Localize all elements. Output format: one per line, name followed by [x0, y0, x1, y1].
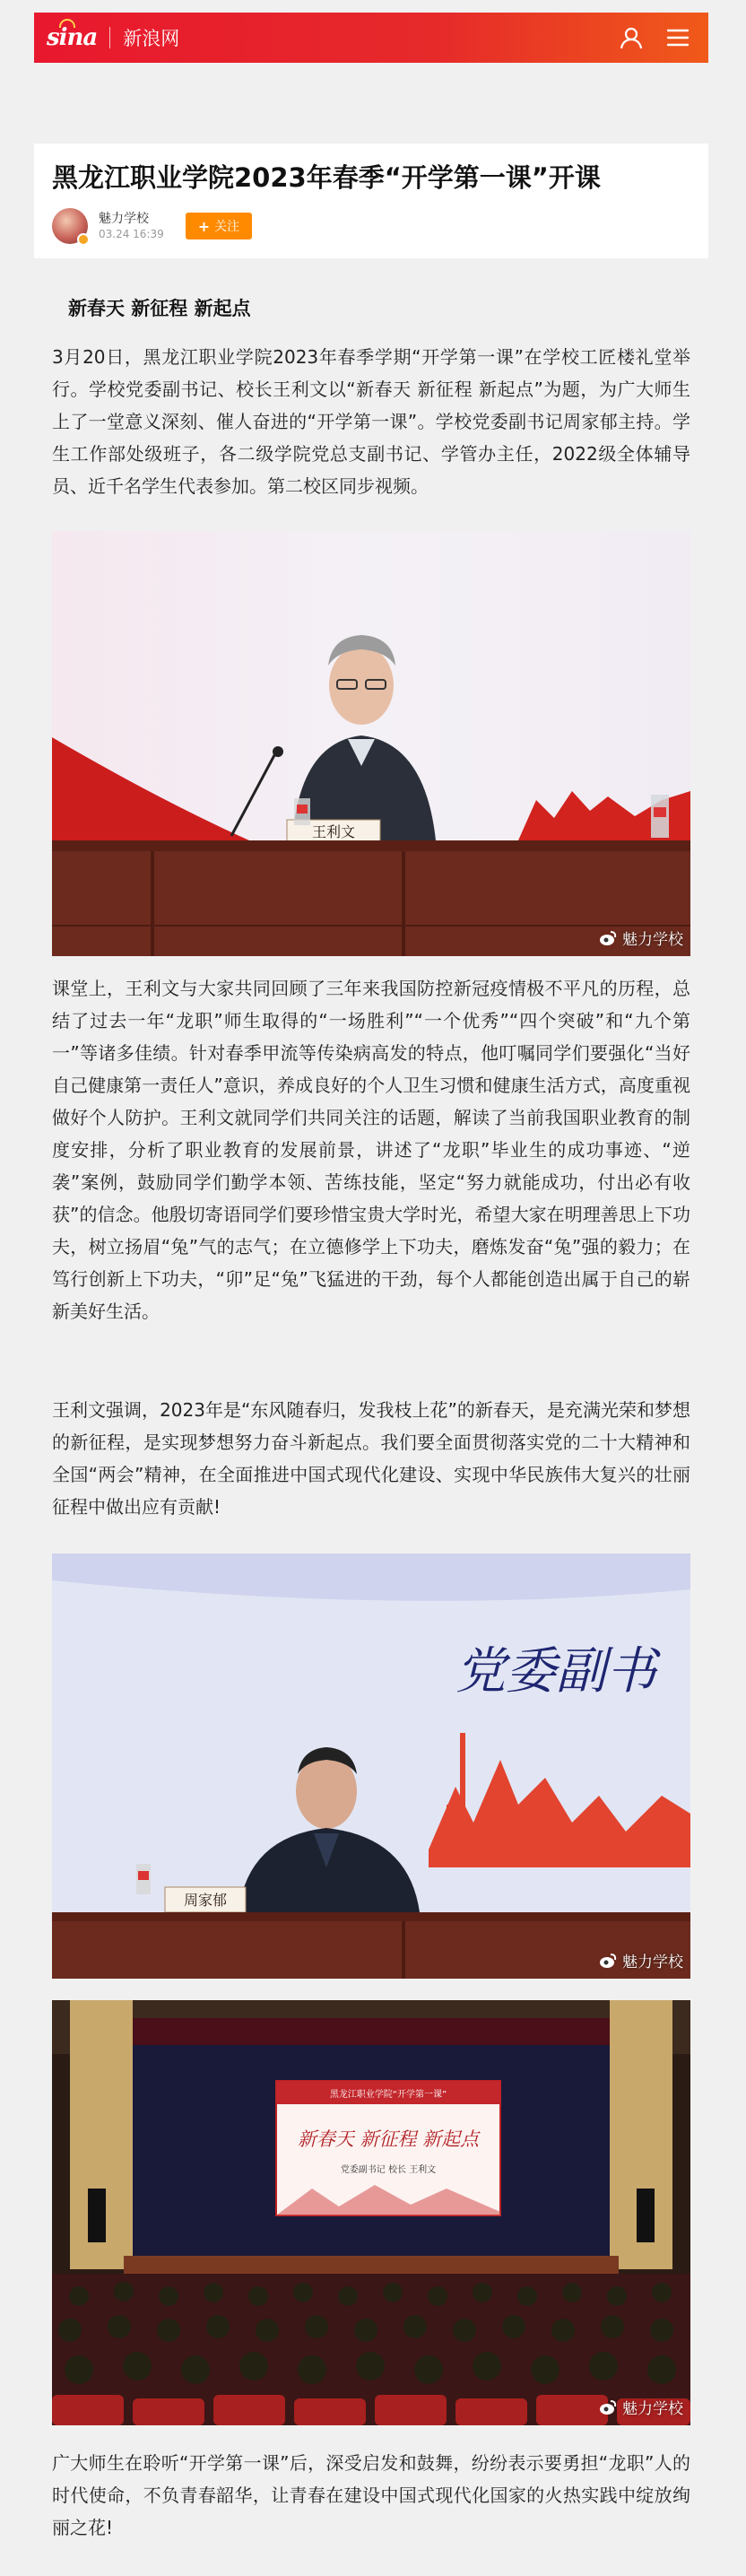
top-nav-bar [34, 13, 708, 63]
author-name[interactable]: 魅力学校 [99, 212, 149, 226]
photo-auditorium[interactable] [52, 2000, 690, 2425]
logo-wordmark: sina [47, 24, 97, 51]
follow-button[interactable] [186, 213, 252, 239]
verified-badge-icon [77, 233, 90, 246]
watermark: 魅力学校 [599, 1949, 683, 1971]
publish-time: 03.24 16:39 [99, 228, 164, 240]
article-subhead: 新春天 新征程 新起点 [68, 298, 251, 319]
author-meta [99, 211, 164, 241]
weibo-icon [599, 2399, 617, 2415]
photo-1-scene [52, 531, 690, 956]
logo-eye-icon [59, 19, 75, 28]
sina-logo[interactable] [47, 24, 97, 51]
follow-label: 关注 [214, 220, 240, 234]
article-header [34, 144, 708, 258]
watermark: 魅力学校 [599, 927, 683, 949]
site-name[interactable]: 新浪网 [123, 28, 180, 49]
screen-sub: 党委副书记 校长 王利文 [340, 2165, 437, 2175]
screen-title: 黑龙江职业学院“开学第一课” [329, 2090, 447, 2100]
menu-icon[interactable] [664, 23, 692, 52]
paragraph-1: 3月20日，黑龙江职业学院2023年春季学期“开学第一课”在学校工匠楼礼堂举行。学校党委副书记、校长王利文以“新春天 新征程 新起点”为题，为广大师生上了一堂意义深刻、催人奋进的“开学第一课”。学校党委副书记周家郁主持。学生工作部处级班子，各二级学院党总支副书记、学管办主任，2022级全体辅导员、近千名学生代表参加。第二校区同步视频。 [52, 346, 690, 497]
photo-3-scene [52, 2000, 690, 2425]
weibo-icon [599, 930, 617, 946]
author-row [52, 208, 690, 244]
avatar[interactable] [52, 208, 88, 244]
logo-divider [109, 27, 110, 48]
photo-2-scene [52, 1553, 690, 1979]
watermark: 魅力学校 [599, 2396, 683, 2418]
screen-slogan: 新春天 新征程 新起点 [297, 2128, 480, 2150]
article-title: 黑龙江职业学院2023年春季“开学第一课”开课 [52, 162, 601, 193]
paragraph-3: 王利文强调，2023年是“东风随春归，发我枝上花”的新春天，是充满光荣和梦想的新征程，是实现梦想努力奋斗新起点。我们要全面贯彻落实党的二十大精神和全国“两会”精神，在全面推进中国式现代化建设、实现中华民族伟大复兴的壮丽征程中做出应有贡献! [52, 1399, 690, 1518]
backdrop-text: 党委副书 [455, 1642, 656, 1701]
user-icon[interactable] [617, 23, 646, 52]
plus-icon: + [197, 217, 211, 235]
nameplate-2: 周家郁 [183, 1892, 228, 1909]
paragraph-2: 课堂上，王利文与大家共同回顾了三年来我国防控新冠疫情极不平凡的历程，总结了过去一年“龙职”师生取得的“一场胜利”“一个优秀”“四个突破”和“九个第一”等诸多佳绩。针对春季甲流等传染病高发的特点，他叮嘱同学们要强化“当好自己健康第一责任人”意识，养成良好的个人卫生习惯和健康生活方式，高度重视做好个人防护。王利文就同学们共同关注的话题，解读了当前我国职业教育的制度安排，分析了职业教育的发展前景，讲述了“龙职”毕业生的成功事迹、“逆袭”案例，鼓励同学们勤学本领、苦练技能，坚定“努力就能成功，付出必有收获”的信念。他殷切寄语同学们要珍惜宝贵大学时光，希望大家在明理善思上下功夫，树立扬眉“兔”气的志气；在立德修学上下功夫，磨炼发奋“兔”强的毅力；在笃行创新上下功夫，“卯”足“兔”飞猛进的干劲，每个人都能创造出属于自己的崭新美好生活。 [52, 978, 690, 1322]
nameplate-1: 王利文 [311, 823, 356, 840]
photo-speaker-2[interactable] [52, 1553, 690, 1979]
weibo-icon [599, 1953, 617, 1969]
article-body [0, 260, 746, 2576]
paragraph-4: 广大师生在聆听“开学第一课”后，深受启发和鼓舞，纷纷表示要勇担“龙职”人的时代使命，不负青春韶华，让青春在建设中国式现代化国家的火热实践中绽放绚丽之花! [52, 2452, 690, 2538]
photo-speaker-1[interactable] [52, 531, 690, 956]
